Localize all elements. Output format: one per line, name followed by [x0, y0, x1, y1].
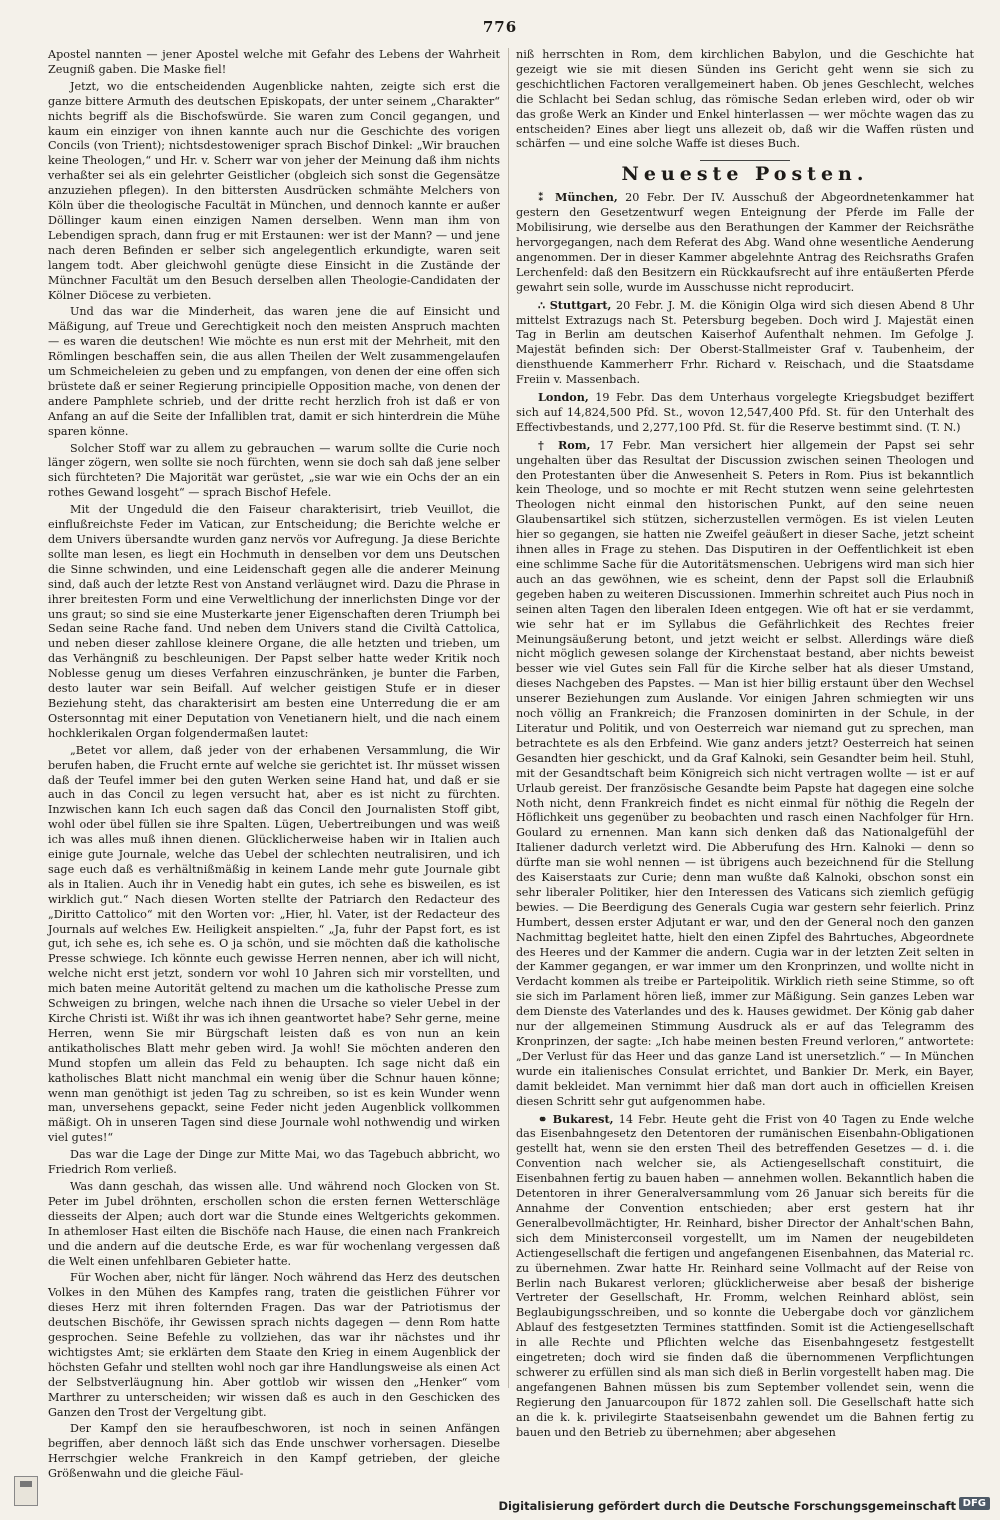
paragraph: Für Wochen aber, nicht für länger. Noch während das Herz des deutschen Volkes in den Mühen des Kampfes rang, traten die geistlichen Führer vor dieses Herz mit ihren folternden Fragen. Das war der Patriotismus der deutschen Bischöfe, ihr Gewissen sprach nichts dagegen — denn Rom hatte gesprochen. Seine Befehle zu vollziehen, das war ihr nächstes und ihr wichtigstes Amt; sie erklärten dem Staate den Krieg in einem Augenblick der höchsten Gefahr und stellten wohl noch gar ihre Handlungsweise als einen Act der Selbstverläugnung hin. Aber gottlob wir wissen den „Henker“ vom Marthrer zu unterscheiden; wir wissen daß es auch in den Geschicken des Ganzen den Trost der Vergeltung gibt.	[48, 1271, 500, 1419]
news-dateline-place: London,	[538, 390, 589, 405]
paragraph: Solcher Stoff war zu allem zu gebrauchen — warum sollte die Curie noch länger zögern, wen sollte sie noch fürchten, wenn sie doch sah daß jene selber sich fürchteten? Die Majorität war gerüstet, „sie war wie ein Ochs der an ein rothes Gewand losgeht“ — sprach Bischof Hefele.	[48, 441, 500, 500]
column-divider	[508, 48, 509, 1388]
news-item	[516, 1112, 974, 1441]
page-number: 776	[482, 18, 518, 36]
news-item	[516, 190, 974, 295]
news-item-body: 14 Febr. Heute geht die Frist von 40 Tagen zu Ende welche das Eisenbahngesetz den Detentoren der rumänischen Eisenbahn-Obligationen gestellt hat, wenn sie den ersten Theil des betreffenden Gesetzes — d. i. die Convention nach welcher sie, als Actiengesellschaft constituirt, die Eisenbahnen fertig zu bauen haben — annehmen wollen. Bekanntlich haben die Detentoren in ihrer Generalversammlung vom 26 Januar sich bereits für die Annahme der Convention entschieden; aber erst gestern hat ihr Generalbevollmächtigter, Hr. Reinhard, bisher Director der Anhalt'schen Bahn, sich dem Ministerconseil vorgestellt, um im Namen der neugebildeten Actiengesellschaft die fertigen und angefangenen Eisenbahnen, das Material rc. zu übernehmen. Zwar hatte Hr. Reinhard seine Vollmacht auf der Reise von Berlin nach Bukarest verloren; glücklicherweise aber besaß der bisherige Vertreter der Gesellschaft, Hr. Fromm, welchen Reinhard ablöst, sein Beglaubigungsschreiben, und so konnte die Uebergabe doch vor gänzlichem Ablauf des festgesetzten Termines stattfinden. Somit ist die Actiengesellschaft in alle Rechte und Pflichten welche das Eisenbahngesetz festgestellt eingetreten; doch wird sie finden daß die übernommenen Verpflichtungen schwerer zu erfüllen sind als man sich dieß in Berlin vorgestellt haben mag. Die angefangenen Bahnen müssen bis zum September vollendet sein, wenn die Regierung den Januarcoupon für 1872 zahlen soll. Die Gesellschaft hatte sich an die k. k. privilegirte Staatseisenbahn gewendet um die Bahnen fertig zu bauen und den Betrieb zu übernehmen; aber abgesehen	[516, 1112, 975, 1439]
left-column	[48, 48, 500, 1481]
section-rule	[700, 160, 790, 161]
paragraph: „Betet vor allem, daß jeder von der erhabenen Versammlung, die Wir berufen haben, die Frucht ernte auf welche sie gerichtet ist. Ihr müsset wissen daß der Teufel immer bei den guten Werken seine Hand hat, und daß er sie auch in das Concil zu legen versucht hat, aber es ist nicht zu fürchten. Inzwischen kann Ich euch sagen daß das Concil den Journalisten Stoff gibt, wohl oder übel füllen sie ihre Spalten. Lügen, Uebertreibungen und was weiß ich was alles muß ihnen dienen. Glücklicherweise haben wir in Italien auch einige gute Journale, welche das Uebel der schlechten neutralisiren, und ich sage euch daß es verhältnißmäßig in keinem Lande mehr gute Journale gibt als in Italien. Auch ihr in Venedig habt ein gutes, ich sehe es bisweilen, es ist wirklich gut.“ Nach diesen Worten stellte der Patriarch den Redacteur des „Diritto Cattolico“ mit den Worten vor: „Hier, hl. Vater, ist der Redacteur des Journals auf welches Ew. Heiligkeit anspielten.“ „Ja, fuhr der Papst fort, es ist gut, ich sehe es, ich sehe es. O ja schön, und sie möchten daß die katholische Presse schwiege. Ich könnte euch gewisse Herren nennen, aber ich will nicht, welche nicht erst jetzt, sondern vor wohl 10 Jahren sich mir vorstellten, und mich baten meine Autorität geltend zu machen um die katholische Presse zum Schweigen zu bringen, welche nach ihnen die Ursache so vieler Uebel in der Kirche Christi ist. Wißt ihr was ich ihnen geantwortet habe? Sehr gerne, meine Herren, wenn Sie mir Bürgschaft leisten daß es von nun an kein antikatholisches Blatt mehr geben wird. Ja wohl! Sie möchten anderen den Mund stopfen um allein das Feld zu behaupten. Ich sage nicht daß ein katholisches Blatt nicht manchmal ein wenig über die Schnur hauen könne; wenn man genöthigt ist jeden Tag zu schreiben, so ist es kein Wunder wenn man, unversehens gepackt, seine Feder nicht jeden Augenblick vollkommen mäßigt. Oh in unseren Tagen sind diese Journale wohl nothwendig und wirken viel gutes!“	[48, 743, 500, 1145]
news-item-mark: ∴	[538, 297, 546, 312]
news-item-body: 20 Febr. Der IV. Ausschuß der Abgeordnetenkammer hat gestern den Gesetzentwurf wegen Enteignung der Pferde im Falle der Mobilisirung, wie derselbe aus den Berathungen der Kammer der Reichsräthe hervorgegangen, nach dem Referat des Abg. Wand ohne wesentliche Aenderung angenommen. Der in dieser Kammer abgelehnte Antrag des Reichsraths Grafen Lerchenfeld: daß den Besitzern ein Rückkaufsrecht auf ihre entäußerten Pferde gewahrt sein solle, wurde im Ausschusse nicht reproducirt.	[516, 191, 974, 294]
section-heading: Neueste Posten.	[621, 163, 869, 186]
news-item-body: 17 Febr. Man versichert hier allgemein der Papst sei sehr ungehalten über das Resultat der Discussion zwischen seinen Theologen und den Protestanten über die Anwesenheit S. Peters in Rom. Pius ist bekanntlich kein Theologe, und so mochte er mit Recht stutzen wenn seine gelehrtesten Theologen nicht einmal den historischen Punkt, auf den seine neuen Glaubensartikel sich stützen, sicherzustellen vermögen. Es ist vielen Leuten hier so gegangen, sie hatten nie Zweifel geäußert in dieser Sache, jetzt scheint ihnen alles in Frage zu stehen. Das Disputiren in der Oeffentlichkeit ist eben eine schlimme Sache für die Autoritätsmenschen. Uebrigens wird man sich hier auch an das gewöhnen, wie es scheint, denn der Papst soll die Erlaubniß gegeben haben zu weiteren Discussionen. Immerhin schreitet auch Pius noch in seinen alten Tagen den liberalen Ideen entgegen. Wie oft hat er sie verdammt, wie sehr hat er im Syllabus die Gefährlichkeit des Rechtes freier Meinungsäußerung betont, und jetzt weicht er selbst. Allerdings wäre dieß nicht möglich gewesen solange der Kirchenstaat bestand, aber nichts beweist besser wie viel Gutes sein Fall für die Kirche selber hat als dieser Umstand, dieses Nachgeben des Papstes. — Man ist hier billig erstaunt über den Wechsel unserer Beziehungen zum Auslande. Vor einigen Jahren schmiegten wir uns noch völlig an Frankreich; die Franzosen dominirten in der Schule, in der Literatur und Politik, und von Oesterreich war niemand gut zu sprechen, man betrachtete es als den Erbfeind. Wie ganz anders jetzt? Oesterreich hat seinen Gesandten hier geschickt, und da Graf Kalnoki, sein Gesandter beim heil. Stuhl, mit der Gesandtschaft beim Königreich sich nicht vertragen wollte — ist er auf Urlaub gereist. Der französische Gesandte beim Papste hat dagegen eine solche Noth nicht, denn Frankreich findet es nicht einmal für nöthig die Regeln der Höflichkeit uns gegenüber zu beobachten und rasch einen Nachfolger für Hrn. Goulard zu ernennen. Man kann sich denken daß das Nationalgefühl der Italiener dadurch verletzt wird. Die Abberufung des Hrn. Kalnoki — denn so dürfte man sie wohl nennen — ist übrigens auch bezeichnend für die Stellung des Kaiserstaats zur Curie; denn man wußte daß Kalnoki, obschon sonst ein sehr liberaler Politiker, hier den Interessen des Vaticans sich ziemlich gefügig bewies. — Die Beerdigung des Generals Cugia war gestern sehr feierlich. Prinz Humbert, dessen erster Adjutant er war, und den der General noch den ganzen Nachmittag begleitet hatte, hielt den einen Zipfel des Bahrtuches, Abgeordnete des Heeres und der Kammer die andern. Cugia war in der letzten Zeit selten in der Kammer gegangen, er war immer um den Kronprinzen, und wollte nicht in Verdacht kommen als treibe er Parteipolitik. Wirklich rieth seine Stimme, so oft sie sich im Parlament hören ließ, immer zur Mäßigung. Sein ganzes Leben war dem Dienste des Vaterlandes und des k. Hauses gewidmet. Der König gab daher nur der allgemeinen Stimmung Ausdruck als er auf das Telegramm des Kronprinzen, der sagte: „Ich habe meinen besten Freund verloren,“ antwortete: „Der Verlust für das Heer und das ganze Land ist unersetzlich.“ — In München wurde ein italienisches Consulat errichtet, und Bankier Dr. Merk, ein Bayer, damit bekleidet. Man vernimmt hier daß man dort auch in officiellen Kreisen diesen Schritt sehr gut aufgenommen habe.	[516, 438, 975, 1108]
news-dateline-place: Bukarest,	[552, 1111, 614, 1126]
paragraph: Und das war die Minderheit, das waren jene die auf Einsicht und Mäßigung, auf Treue und Gerechtigkeit noch den meisten Anspruch machten — es waren die deutschen! Wie möchte es nun erst mit der Mehrheit, mit den Römlingen beschaffen sein, die aus allen Theilen der Welt zusammengelaufen um Schmeicheleien zu geben und zu empfangen, von denen der eine offen sich brüstete daß er seiner Regierung principielle Opposition mache, von denen der andere Pamphlete schrieb, und der dritte recht herzlich froh ist daß er von Anfang an auf die Seite der Infalliblen trat, damit er sich hinterdrein die Mühe sparen könne.	[48, 305, 500, 438]
news-item-body: 19 Febr. Das dem Unterhaus vorgelegte Kriegsbudget beziffert sich auf 14,824,500 Pfd. St., wovon 12,547,400 Pfd. St. für den Unterhalt des Effectivbestands, und 2,277,100 Pfd. St. für die Reserve bestimmt sind. (T. N.)	[516, 391, 974, 434]
right-column	[516, 48, 975, 1439]
dfg-logo-badge: DFG	[959, 1497, 990, 1510]
news-item	[516, 438, 974, 1110]
paragraph: niß herrschten in Rom, dem kirchlichen Babylon, und die Geschichte hat gezeigt wie sie mit diesen Sünden ins Gericht geht wenn sie sich zu geschichtlichen Factoren verallgemeinert haben. Ob jenes Geschlecht, welches die Schlacht bei Sedan schlug, das römische Sedan erleben wird, oder ob wir das große Werk an Kinder und Enkel hinterlassen — wer möchte wagen das zu entscheiden? Eines aber liegt uns allezeit ob, daß wir die Waffen rüsten und schärfen — und eine solche Waffe ist dieses Buch.	[516, 48, 974, 151]
news-list	[516, 190, 974, 1440]
news-item-mark: ⚭	[538, 1111, 548, 1126]
news-dateline-place: München,	[555, 190, 618, 205]
news-item-mark: †	[538, 437, 550, 452]
paragraph: Jetzt, wo die entscheidenden Augenblicke nahten, zeigte sich erst die ganze bittere Armuth des deutschen Episkopats, der unter seinem „Charakter“ nichts begriff als die Bischofswürde. Sie waren zum Concil gegangen, und kaum ein einziger von ihnen kannte auch nur die Geschichte des vorigen Concils (von Trient); nichtsdestoweniger sprach Bischof Dinkel: „Wir brauchen keine Theologen,“ und Hr. v. Scherr war von jeher der Meinung daß ihm nichts verhaßter sei als ein gelehrter Geistlicher (obgleich sich sonst die Gegensätze anzuziehen pflegen). In den bittersten Ausdrücken schmähte Melchers von Köln über die theologische Facultät in München, und dennoch kannte er außer Döllinger kaum einen einzigen Namen derselben. Wenn man ihm von Lebendigen sprach, dann frug er mit Erstaunen: wer ist der Mann? — und jene nach deren Befinden er selber sich angelegentlich erkundigte, waren seit langem todt. Aber gleichwohl genügte diese Einsicht in die Zustände der Münchner Facultät um den Besuch derselben allen Theologie-Candidaten der Kölner Diöcese zu verbieten.	[48, 79, 500, 302]
paragraph: Der Kampf den sie heraufbeschworen, ist noch in seinen Anfängen begriffen, aber dennoch läßt sich das Ende unschwer vorhersagen. Dieselbe Herrschgier welche Frankreich in den Kampf getrieben, der gleiche Größenwahn und die gleiche Fäul-	[48, 1422, 500, 1481]
news-item-body: 20 Febr. J. M. die Königin Olga wird sich diesen Abend 8 Uhr mittelst Extrazugs nach St. Petersburg begeben. Doch wird J. Majestät einen Tag in Berlin am deutschen Kaiserhof Aufenthalt nehmen. Im Gefolge J. Majestät befinden sich: Der Oberst-Stallmeister Graf v. Taubenheim, der diensthuende Kammerherr Frhr. Richard v. Reischach, und die Staatsdame Freiin v. Massenbach.	[516, 298, 975, 387]
digitization-credit: Digitalisierung gefördert durch die Deutsche Forschungsgemeinschaft	[498, 1499, 956, 1513]
right-column-intro	[516, 48, 974, 152]
news-item	[516, 298, 974, 388]
news-item	[516, 390, 974, 436]
paragraph: Was dann geschah, das wissen alle. Und während noch Glocken von St. Peter im Jubel dröhnten, erschollen schon die ersten fernen Wetterschläge diesseits der Alpen; auch dort war die Stunde eines Weltgerichts gekommen. In athemloser Hast eilten die Bischöfe nach Hause, die einen nach Frankreich und die andern auf die deutsche Erde, es war für wochenlang vergessen daß die Welt einen unfehlbaren Gebieter hatte.	[48, 1179, 500, 1268]
news-item-mark: ⁑	[538, 190, 548, 205]
paragraph: Mit der Ungeduld die den Faiseur charakterisirt, trieb Veuillot, die einflußreichste Feder im Vatican, zur Entscheidung; die Berichte welche er dem Univers übersandte wurden ganz nervös vor Aufregung. Ja diese Berichte sollte man lesen, es liegt ein Hochmuth in denselben vor dem uns Deutschen die Sinne schwinden, und eine Leidenschaft gegen alle die anderer Meinung sind, daß auch der letzte Rest von Anstand verläugnet wird. Dazu die Phrase in ihrer breitesten Form und eine Verweltlichung der innerlichsten Dinge vor der uns graut; so sind sie eine Musterkarte jener Eigenschaften deren Triumph bei Sedan seine Rache fand. Und neben dem Univers stand die Civiltà Cattolica, und neben dieser zahllose kleinere Organe, die alle hetzten und trieben, um das Verhängniß zu beschleunigen. Der Papst selber hatte weder Kritik noch Noblesse genug um dieses Verfahren einzuschränken, je bunter die Farben, desto lauter war sein Beifall. Auf welcher geistigen Stufe er in dieser Beziehung steht, das charakterisirt am besten eine Unterredung die er am Ostersonntag mit einer Deputation von Venetianern hielt, und die nach einem hochklerikalen Organ folgendermaßen lautet:	[48, 503, 500, 740]
news-dateline-place: Stuttgart,	[549, 297, 612, 312]
paragraph: Das war die Lage der Dinge zur Mitte Mai, wo das Tagebuch abbricht, wo Friedrich Rom verließ.	[48, 1148, 500, 1177]
paragraph: Apostel nannten — jener Apostel welche mit Gefahr des Lebens der Wahrheit Zeugniß gaben. Die Maske fiel!	[48, 48, 500, 76]
library-logo-icon	[14, 1476, 38, 1506]
news-dateline-place: Rom,	[557, 437, 591, 452]
